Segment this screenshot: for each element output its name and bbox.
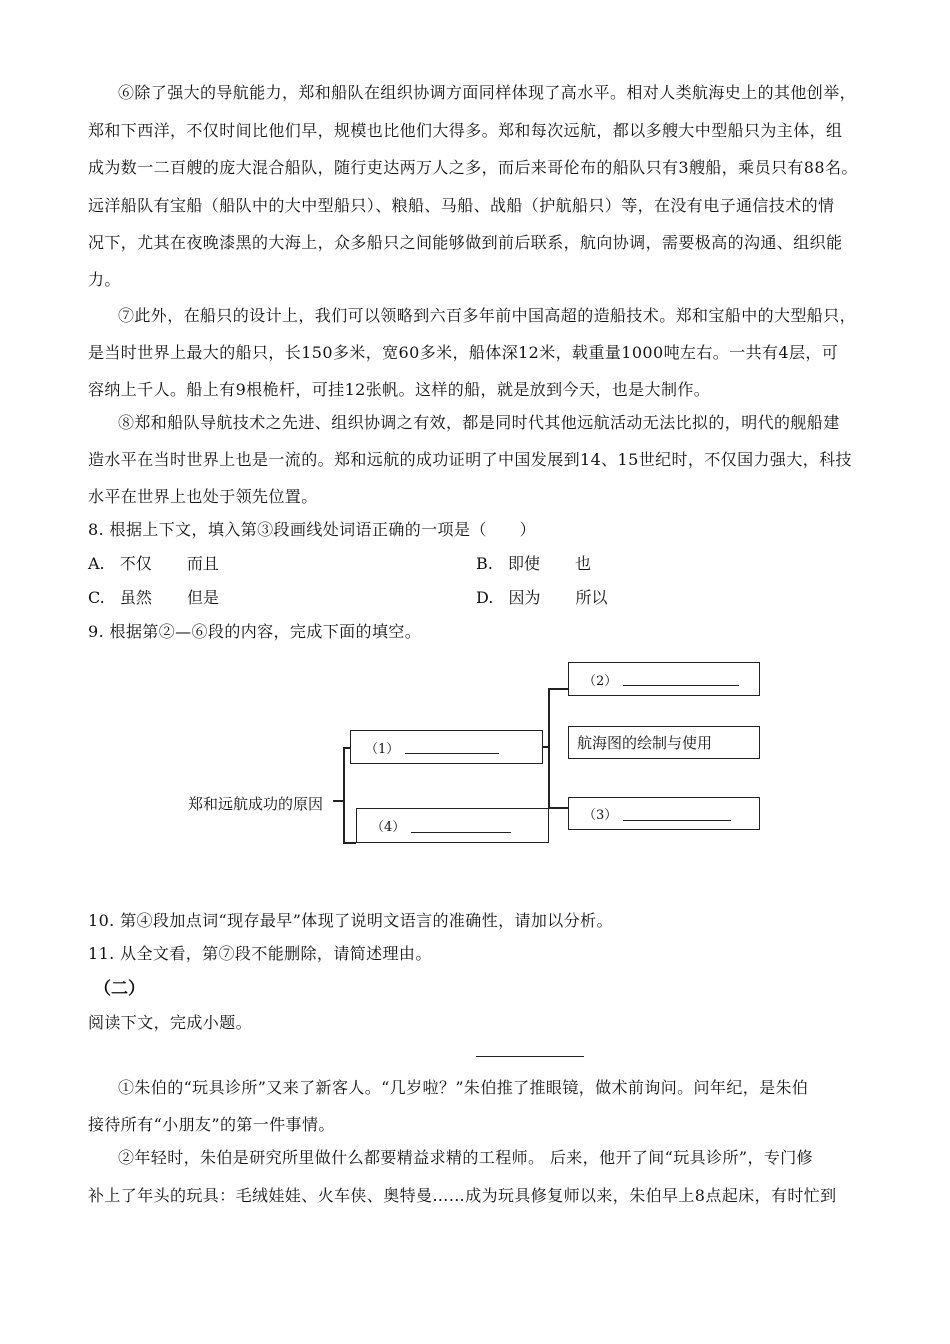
box-given-label: 航海图的绘制与使用 <box>577 734 713 752</box>
para6-line: 郑和下西洋，不仅时间比他们早，规模也比他们大得多。郑和每次远航，都以多艘大中型船只为主体，组 <box>88 121 843 140</box>
bracket-left-stem <box>333 800 343 802</box>
q8-option-d[interactable] <box>476 585 608 608</box>
q8-option-b[interactable] <box>476 551 591 574</box>
diagram-box-3[interactable] <box>568 797 760 830</box>
para6-line: 况下，尤其在夜晚漆黑的大海上，众多船只之间能够做到前后联系，航向协调，需要极高的沟通、组织能 <box>88 233 843 252</box>
bracket-right-vertical <box>548 688 550 808</box>
q11-stem: 11. 从全文看，第⑦段不能删除，请简述理由。 <box>88 944 432 963</box>
para6-line: 成为数一二百艘的庞大混合船队，随行吏达两万人之多，而后来哥伦布的船队只有3艘船，乘员只有88名。 <box>88 158 858 177</box>
option-word2: 而且 <box>186 554 219 573</box>
section-2-intro: 阅读下文，完成小题。 <box>88 1013 253 1032</box>
para6-line: 远洋船队有宝船（船队中的大中型船只）、粮船、马船、战船（护航船只）等，在没有电子通信技术的情 <box>88 196 835 215</box>
option-word2: 但是 <box>186 588 219 607</box>
section2-para1-line: 接待所有“小朋友”的第一件事情。 <box>88 1115 335 1134</box>
para7-line: 是当时世界上最大的船只，长150多米，宽60多米，船体深12米，载重量1000吨左右。一共有4层，可 <box>88 343 839 362</box>
diagram-box-given <box>568 726 760 759</box>
option-word2: 所以 <box>575 588 608 607</box>
q10-stem: 10. 第④段加点词“现存最早”体现了说明文语言的准确性，请加以分析。 <box>88 911 613 930</box>
option-word1: 因为 <box>508 588 541 607</box>
section-2-heading: （二） <box>94 979 145 999</box>
section2-para2-line: 补上了年头的玩具：毛绒娃娃、火车侠、奥特曼……成为玩具修复师以来，朱伯早上8点起床，有时忙到 <box>88 1186 837 1205</box>
bracket-left-bottom <box>343 842 356 844</box>
bracket-right-top <box>548 688 568 690</box>
para7-line: 容纳上千人。船上有9根桅杆，可挂12张帆。这样的船，就是放到今天，也是大制作。 <box>88 380 711 399</box>
q9-stem: 9. 根据第②—⑥段的内容，完成下面的填空。 <box>88 622 422 641</box>
bracket-right-bottom <box>548 807 568 809</box>
option-letter: C. <box>88 588 105 607</box>
option-letter: D. <box>476 588 494 607</box>
option-letter: B. <box>476 554 493 573</box>
diagram-box-4[interactable] <box>356 808 549 843</box>
box-4-blank[interactable] <box>411 819 511 833</box>
passage-title-blank[interactable] <box>476 1056 584 1057</box>
option-word2: 也 <box>575 554 592 573</box>
diagram-root-label: 郑和远航成功的原因 <box>188 795 324 813</box>
para8-line: 水平在世界上也处于领先位置。 <box>88 487 318 506</box>
box-1-label: （1） <box>365 741 400 757</box>
diagram-box-2[interactable] <box>568 662 760 696</box>
option-letter: A. <box>88 554 105 573</box>
box-2-blank[interactable] <box>623 672 739 686</box>
diagram-box-1[interactable] <box>350 730 543 764</box>
section2-para2-line: ②年轻时，朱伯是研究所里做什么都要精益求精的工程师。 后来，他开了间“玩具诊所”，专门修 <box>118 1148 814 1167</box>
para8-line: ⑧郑和船队导航技术之先进、组织协调之有效，都是同时代其他远航活动无法比拟的，明代的舰船建 <box>118 413 840 432</box>
option-word1: 不仅 <box>119 554 152 573</box>
option-word1: 虽然 <box>119 588 152 607</box>
para7-line: ⑦此外，在船只的设计上，我们可以领略到六百多年前中国高超的造船技术。郑和宝船中的大型船只， <box>118 306 857 325</box>
para6-line: ⑥除了强大的导航能力，郑和船队在组织协调方面同样体现了高水平。相对人类航海史上的其他创举， <box>118 83 857 102</box>
para6-line: 力。 <box>88 270 121 289</box>
box-1-blank[interactable] <box>405 740 499 754</box>
box-2-label: （2） <box>583 673 618 689</box>
q8-stem: 8. 根据上下文，填入第③段画线处词语正确的一项是（ ） <box>88 520 536 539</box>
para8-line: 造水平在当时世界上也是一流的。郑和远航的成功证明了中国发展到14、15世纪时，不仅国力强大，科技 <box>88 450 852 469</box>
q8-option-c[interactable] <box>88 585 219 608</box>
box-4-label: （4） <box>371 820 406 835</box>
option-word1: 即使 <box>507 554 540 573</box>
q8-option-a[interactable] <box>88 551 219 574</box>
bracket-left-vertical <box>343 747 345 843</box>
box-3-blank[interactable] <box>623 807 731 821</box>
box-3-label: （3） <box>583 808 618 823</box>
section2-para1-line: ①朱伯的“玩具诊所”又来了新客人。“几岁啦？”朱伯推了推眼镜，做术前询问。问年纪，是朱伯 <box>118 1078 809 1097</box>
